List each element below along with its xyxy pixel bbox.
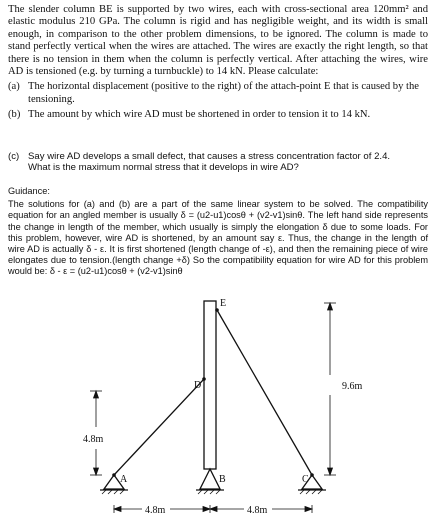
wire-ec xyxy=(217,310,312,475)
joint-e xyxy=(215,308,219,312)
joint-a xyxy=(112,473,116,477)
question-b-text: The amount by which wire AD must be shortened in order to tension it to 14 kN. xyxy=(28,109,371,121)
label-c: C xyxy=(302,474,309,485)
joint-c xyxy=(310,473,314,477)
question-c-label: (c) xyxy=(8,151,20,162)
question-a xyxy=(8,81,428,106)
joint-d xyxy=(202,377,206,381)
support-b xyxy=(200,469,220,489)
dim-bottom-right-label: 4.8m xyxy=(247,505,268,516)
dim-left-height xyxy=(90,391,102,475)
problem-intro: The slender column BE is supported by two wires, each with cross-sectional area 120mm² and elastic modulus 210 GPa. The column is rigid and has negligible weight, and its width is small enough, in comparison to the other problem dimensions, to be ignored. The column is made to stand perfectly vertical when the wires are attached. The wires are exactly the right length, so that there is no tension in them when the column is perfectly vertical. After attaching the wires, wire AD is tensioned (e.g. by turning a turnbuckle) to 14 kN. Please calculate: xyxy=(8,4,428,78)
problem-statement xyxy=(8,4,428,122)
question-a-label: (a) xyxy=(8,81,20,93)
dim-bottom-left-label: 4.8m xyxy=(145,505,166,516)
question-a-text: The horizontal displacement (positive to the right) of the attach-point E that is caused by the tensioning. xyxy=(28,81,419,105)
question-c-line-1: Say wire AD develops a small defect, that causes a stress concentration factor of 2.4. xyxy=(28,151,391,162)
dim-right-height xyxy=(324,303,336,475)
structure-diagram xyxy=(0,295,435,517)
guidance-title: Guidance: xyxy=(8,186,50,196)
dim-right-height-label: 9.6m xyxy=(342,381,363,392)
label-e: E xyxy=(220,298,227,309)
label-d: D xyxy=(194,380,202,391)
dim-bottom xyxy=(114,505,312,513)
guidance-body: The solutions for (a) and (b) are a part of the same linear system to be solved. The compatibility equation for an angled member is usually δ = (u2-u1)cosθ + (v2-v1)sinθ. The left hand side represents the change in length of the member, which usually is simply the elongation δ due to some loads. For this problem, however, wire AD is shortened, by an amount say ε. Thus, the change in the length of wire AD is actually δ - ε. It is first shortened (length change of -ε), and then the remaining piece of wire elongates due to tension.(length change +δ) So the compatibility equation for wire AD for this problem would be: δ - ε = (u2-u1)cosθ + (v2-v1)sinθ xyxy=(8,199,428,277)
question-b-label: (b) xyxy=(8,109,21,121)
label-b: B xyxy=(219,474,226,485)
label-a: A xyxy=(120,474,128,485)
guidance-section xyxy=(8,186,428,278)
question-c-line-2: What is the maximum normal stress that it develops in wire AD? xyxy=(28,162,299,174)
wire-ad xyxy=(114,379,204,475)
column-be xyxy=(204,301,216,469)
question-b xyxy=(8,109,428,121)
question-c xyxy=(8,151,428,174)
dim-left-height-label: 4.8m xyxy=(83,434,104,445)
